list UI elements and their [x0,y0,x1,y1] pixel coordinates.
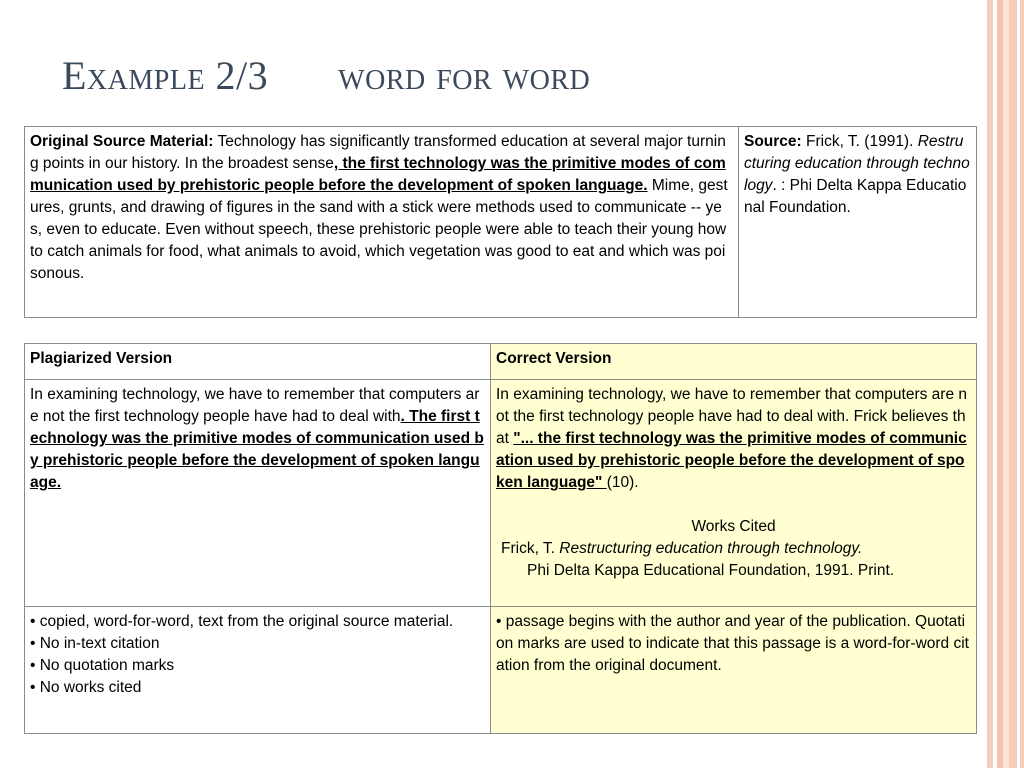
plagiarized-text: In examining technology, we have to remember that computers are not the first technology people have had to deal with [30,386,480,425]
works-cited-title: Restructuring education through technology. [559,540,863,557]
plagiarized-version-cell [25,380,491,607]
correct-header: Correct Version [491,344,977,380]
original-text-1: Technology has significantly transformed education at several major turning points in our history. In the broadest sense [30,133,726,172]
works-cited-heading: Works Cited [691,518,776,535]
plagiarized-quote: . The first technology was the primitive modes of communication used by prehistoric people before the development of spoken language. [30,408,484,491]
correct-paragraph [496,384,971,494]
correct-version-cell [491,380,977,607]
source-cell [739,127,977,318]
correct-notes-cell [491,607,977,734]
decorative-stripes [979,0,1024,768]
works-cited-author: Frick, T. [501,540,560,557]
plagiarized-note: • No works cited [30,679,142,696]
plagiarized-note: • No quotation marks [30,657,175,674]
correct-text: In examining technology, we have to remember that computers are not the first technology people have had to deal with. Frick believes that [496,386,967,447]
source-text-1: Frick, T. (1991). [801,133,918,150]
comparison-table [24,343,977,734]
works-cited-entry-line1 [496,538,971,560]
source-text-2: . : Phi Delta Kappa Educational Foundation. [744,177,967,216]
correct-note: • passage begins with the author and year of the publication. Quotation marks are used to indicate that this passage is a word-for-word citation from the original document. [496,613,969,674]
slide-title [62,52,590,99]
original-quote: , the first technology was the primitive modes of communication used by prehistoric people before the development of spoken language. [30,155,726,194]
source-label: Source: [744,133,802,150]
title-text: Example 2/3 [62,53,269,98]
title-subtitle: word for word [338,53,591,98]
source-title: Restructuring education through technology [744,133,970,194]
source-table [24,126,977,318]
plagiarized-header: Plagiarized Version [25,344,491,380]
works-cited-entry-line2: Phi Delta Kappa Educational Foundation, 1991. Print. [527,562,895,579]
correct-quote: "... the first technology was the primitive modes of communication used by prehistoric people before the development of spoken language" [496,430,967,491]
plagiarized-notes-cell [25,607,491,734]
original-text-2: Mime, gestures, grunts, and drawing of figures in the sand with a stick were methods used to communicate -- yes, even to educate. Even without speech, these prehistoric people were able to teach their young how to catch animals for food, what animals to avoid, which vegetation was good to eat and which was poisonous. [30,177,728,282]
original-source-label: Original Source Material: [30,133,214,150]
plagiarized-note: • copied, word-for-word, text from the original source material. [30,613,454,630]
plagiarized-note: • No in-text citation [30,635,160,652]
original-source-cell [25,127,739,318]
correct-cite: (10). [606,474,639,491]
